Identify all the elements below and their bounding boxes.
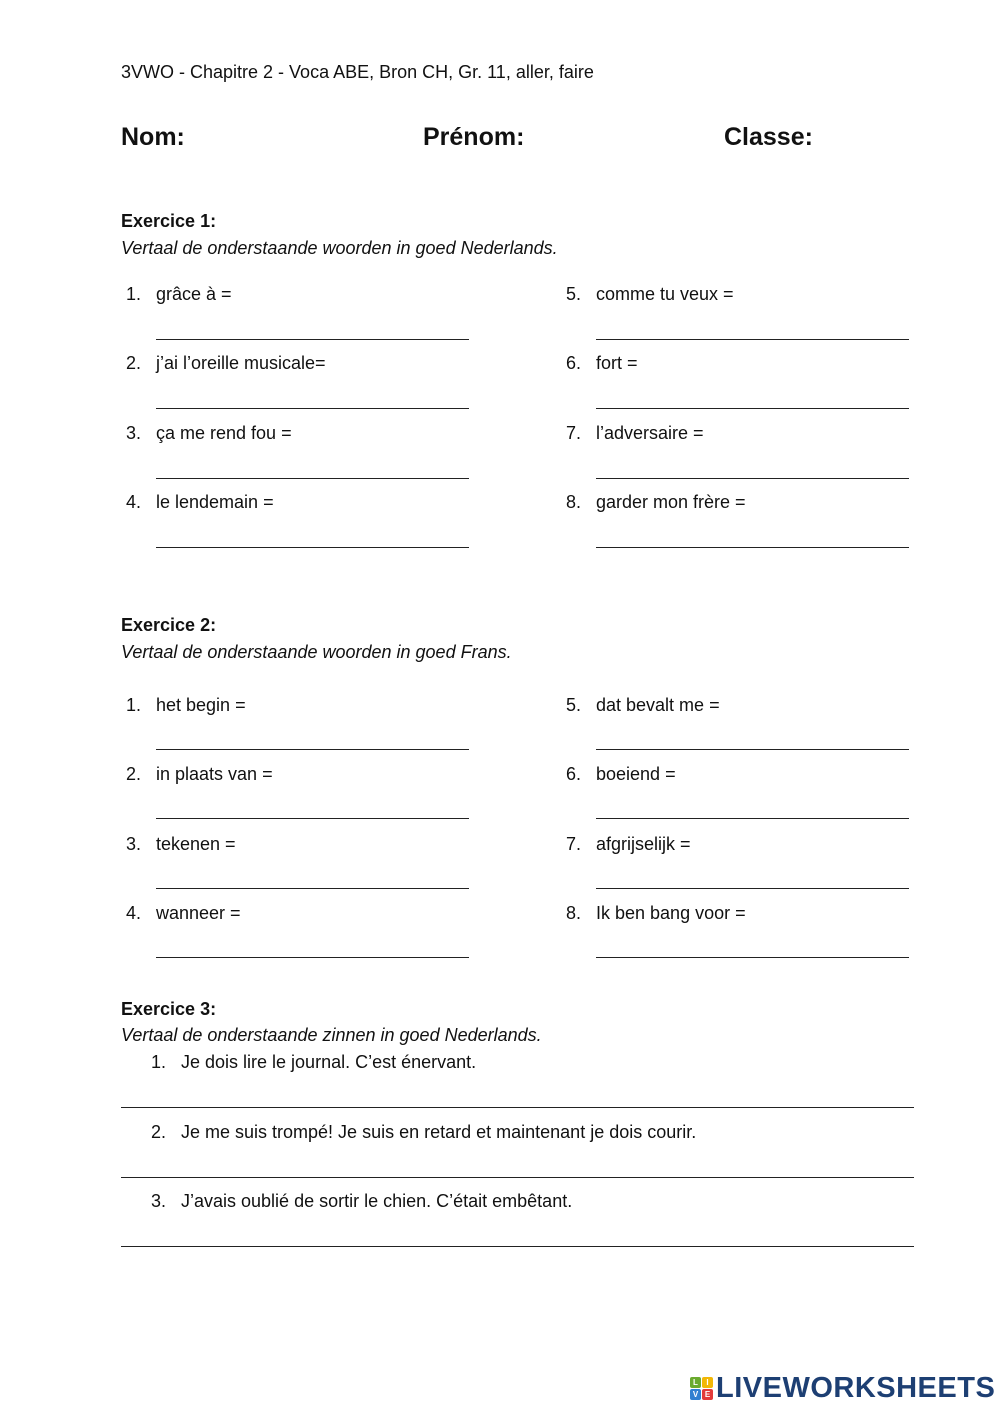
item-number: 8. xyxy=(566,492,582,512)
sentence-number: 3. xyxy=(151,1191,167,1211)
item-number: 1. xyxy=(126,284,142,304)
item-number: 6. xyxy=(566,764,582,784)
answer-line[interactable] xyxy=(596,547,909,548)
exercise1-instruction: Vertaal de onderstaande woorden in goed Nederlands. xyxy=(121,238,558,258)
item-number: 3. xyxy=(126,834,142,854)
classe-label: Classe: xyxy=(724,123,813,151)
sentence-prompt: Je me suis trompé! Je suis en retard et maintenant je dois courir. xyxy=(181,1122,697,1142)
item-prompt: afgrijselijk = xyxy=(596,834,691,854)
item-prompt: comme tu veux = xyxy=(596,284,734,304)
answer-line[interactable] xyxy=(596,888,909,889)
item-prompt: grâce à = xyxy=(156,284,232,304)
exercise2-instruction: Vertaal de onderstaande woorden in goed Frans. xyxy=(121,642,512,662)
item-number: 5. xyxy=(566,695,582,715)
sentence-number: 1. xyxy=(151,1052,167,1072)
item-number: 7. xyxy=(566,834,582,854)
answer-line[interactable] xyxy=(156,339,469,340)
nom-label: Nom: xyxy=(121,123,185,151)
item-number: 8. xyxy=(566,903,582,923)
logo-block-v: V xyxy=(690,1389,701,1400)
answer-line[interactable] xyxy=(121,1107,914,1108)
answer-line[interactable] xyxy=(156,478,469,479)
item-prompt: het begin = xyxy=(156,695,246,715)
exercise2-title: Exercice 2: xyxy=(121,615,217,635)
sentence-number: 2. xyxy=(151,1122,167,1142)
answer-line[interactable] xyxy=(156,749,469,750)
exercise1-title: Exercice 1: xyxy=(121,211,217,231)
item-prompt: wanneer = xyxy=(156,903,241,923)
item-number: 2. xyxy=(126,764,142,784)
live-blocks-icon xyxy=(690,1377,713,1400)
item-number: 7. xyxy=(566,423,582,443)
item-prompt: Ik ben bang voor = xyxy=(596,903,746,923)
exercise3-instruction: Vertaal de onderstaande zinnen in goed Nederlands. xyxy=(121,1025,542,1045)
logo-text: LIVEWORKSHEETS xyxy=(716,1372,996,1404)
answer-line[interactable] xyxy=(156,888,469,889)
answer-line[interactable] xyxy=(596,339,909,340)
item-prompt: j’ai l’oreille musicale= xyxy=(156,353,326,373)
answer-line[interactable] xyxy=(156,818,469,819)
answer-line[interactable] xyxy=(596,818,909,819)
item-prompt: in plaats van = xyxy=(156,764,273,784)
item-prompt: ça me rend fou = xyxy=(156,423,292,443)
item-number: 4. xyxy=(126,492,142,512)
document-subtitle: 3VWO - Chapitre 2 - Voca ABE, Bron CH, Gr. 11, aller, faire xyxy=(121,62,594,82)
item-prompt: dat bevalt me = xyxy=(596,695,720,715)
item-number: 6. xyxy=(566,353,582,373)
sentence-prompt: Je dois lire le journal. C’est énervant. xyxy=(181,1052,477,1072)
item-prompt: garder mon frère = xyxy=(596,492,746,512)
item-number: 5. xyxy=(566,284,582,304)
prenom-label: Prénom: xyxy=(423,123,525,151)
item-prompt: le lendemain = xyxy=(156,492,274,512)
answer-line[interactable] xyxy=(596,408,909,409)
item-number: 1. xyxy=(126,695,142,715)
item-number: 4. xyxy=(126,903,142,923)
sentence-prompt: J’avais oublié de sortir le chien. C’était embêtant. xyxy=(181,1191,573,1211)
exercise3-title: Exercice 3: xyxy=(121,999,217,1019)
answer-line[interactable] xyxy=(156,408,469,409)
item-prompt: tekenen = xyxy=(156,834,236,854)
logo-block-l: L xyxy=(690,1377,701,1388)
item-prompt: l’adversaire = xyxy=(596,423,704,443)
logo-block-i: I xyxy=(702,1377,713,1388)
answer-line[interactable] xyxy=(121,1177,914,1178)
liveworksheets-logo xyxy=(690,1374,995,1403)
item-prompt: fort = xyxy=(596,353,638,373)
answer-line[interactable] xyxy=(156,957,469,958)
answer-line[interactable] xyxy=(156,547,469,548)
item-number: 3. xyxy=(126,423,142,443)
logo-block-e: E xyxy=(702,1389,713,1400)
answer-line[interactable] xyxy=(596,957,909,958)
item-number: 2. xyxy=(126,353,142,373)
answer-line[interactable] xyxy=(596,749,909,750)
answer-line[interactable] xyxy=(121,1246,914,1247)
answer-line[interactable] xyxy=(596,478,909,479)
item-prompt: boeiend = xyxy=(596,764,676,784)
